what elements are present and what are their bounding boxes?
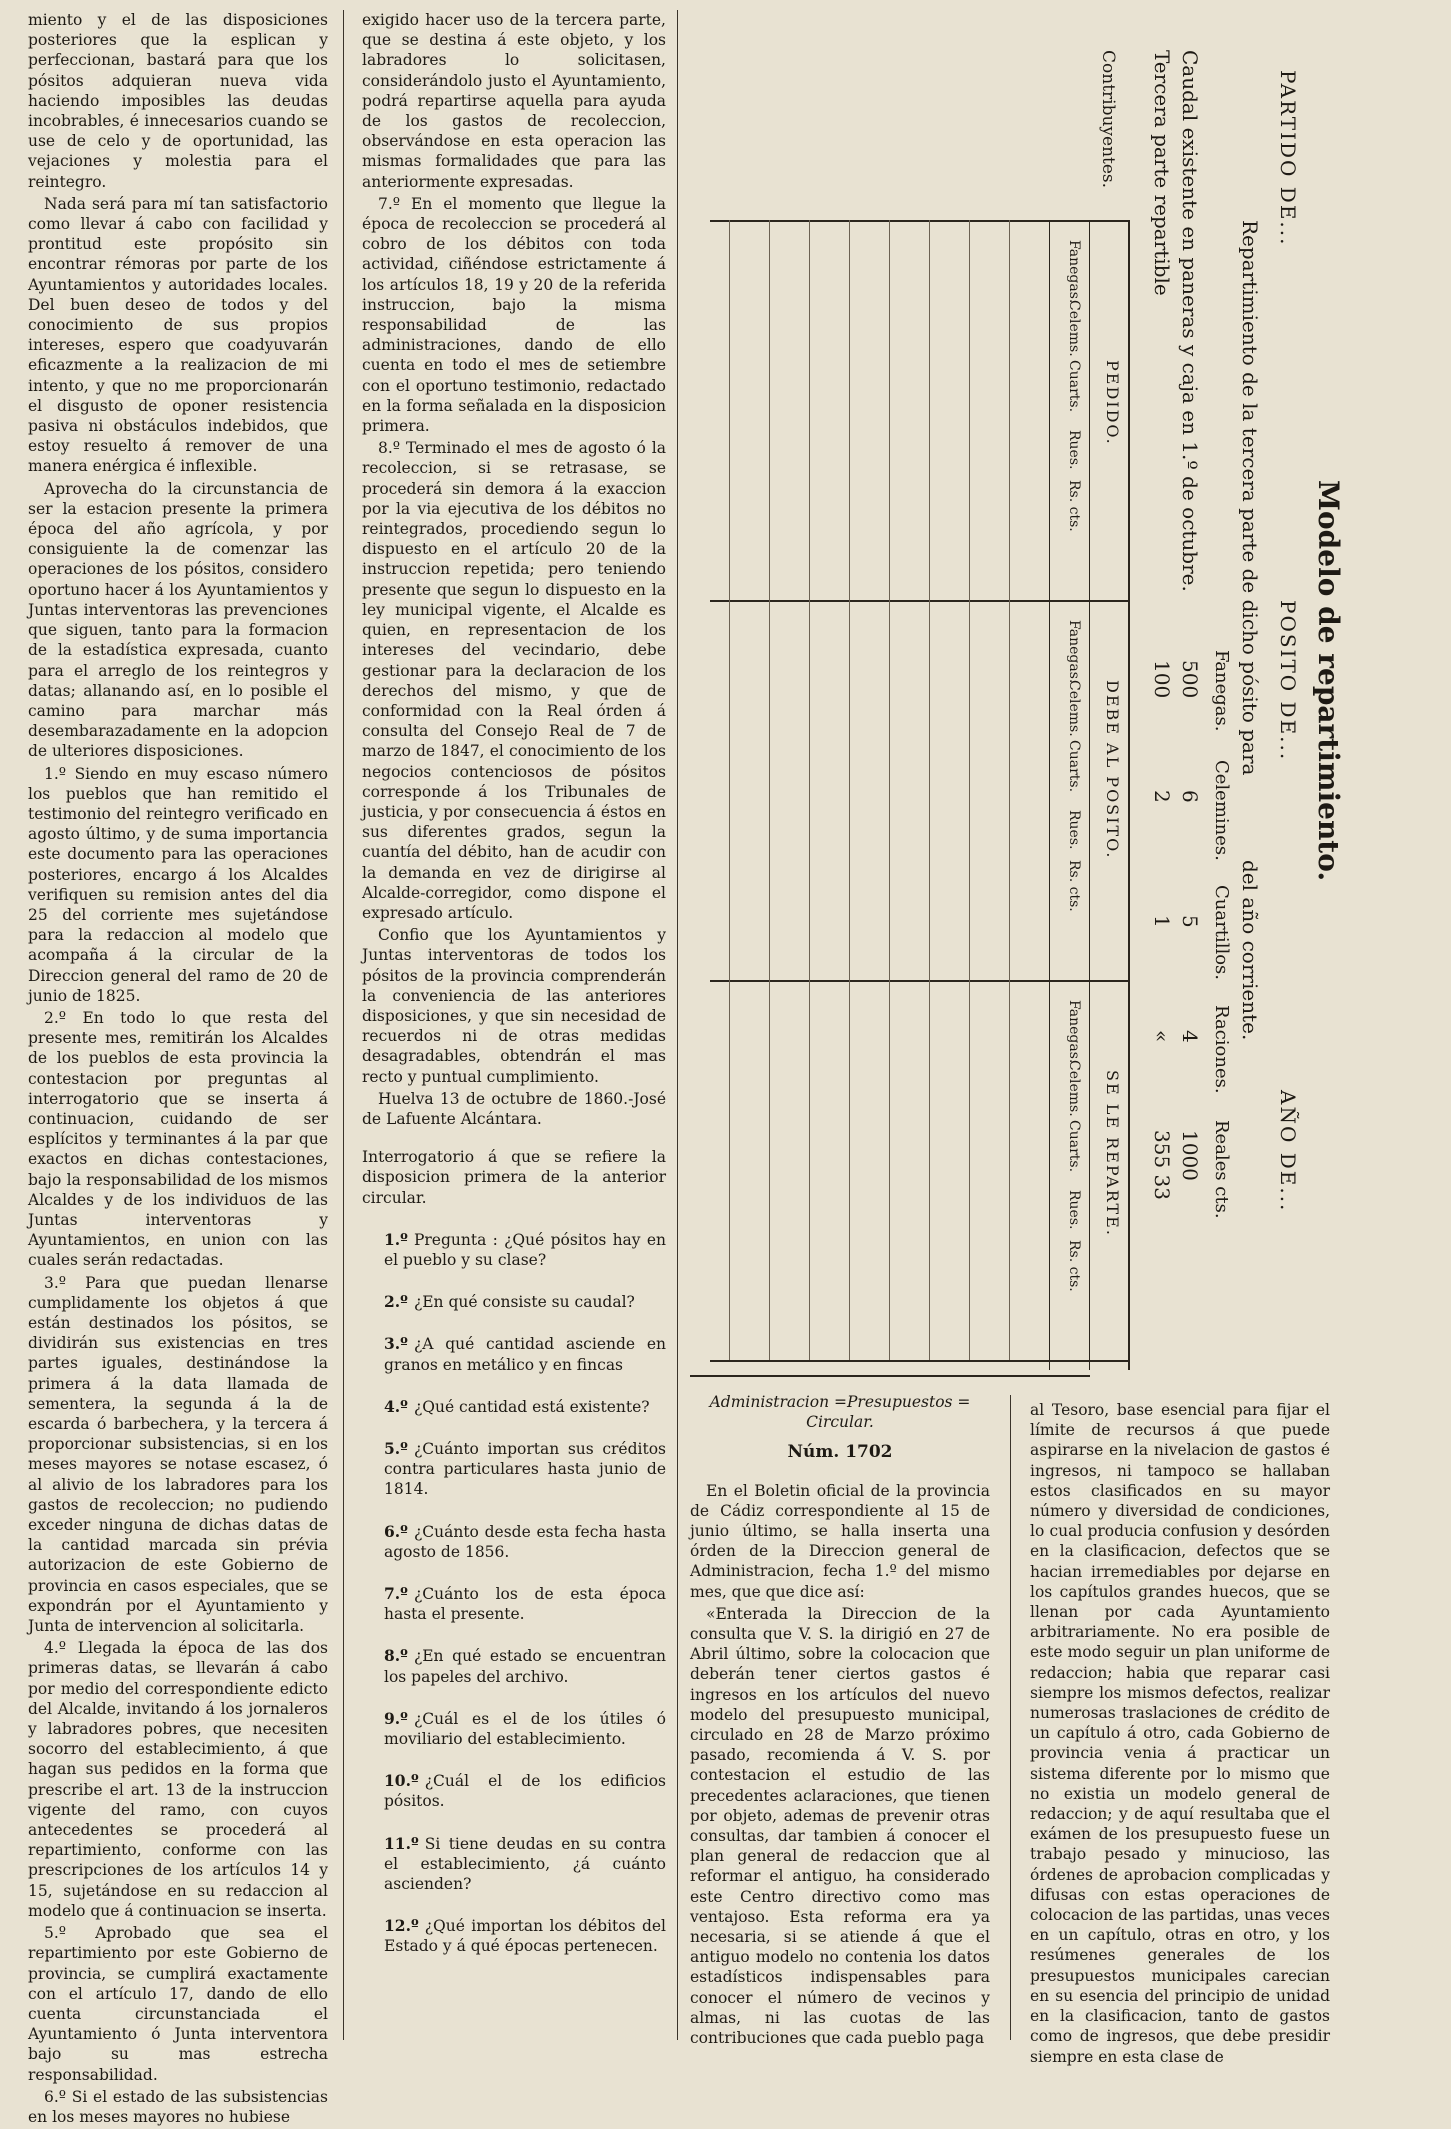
question-item xyxy=(362,1292,666,1312)
column-divider xyxy=(677,10,678,2040)
paragraph: «Enterada la Direccion de la consulta que V. S. la dirigió en 27 de Abril último, sobre la colocacion que deberán tener ciertos gastos é ingresos en los artículos del nuevo modelo del presupuesto municipal, circulado en 28 de Marzo próximo pasado, recomienda á V. S. por contestacion el estudio de las precedentes aclaraciones, que tienen por objeto, ademas de prevenir otras consultas, dar tambien á conocer el plan general de redaccion que al reformar el antiguo, ha considerado este Centro directivo como mas ventajoso. Esta reforma era ya necesaria, si se atiende á que el antiguo modelo no contenia los datos estadísticos indispensables para conocer el número de vecinos y almas, ni las cuotas de las contribuciones que cada pueblo paga xyxy=(690,1604,990,2048)
question-item xyxy=(362,1916,666,1956)
text-column-3 xyxy=(690,1392,990,2050)
group-debe: DEBE AL POSITO. xyxy=(1103,680,1122,860)
sub-col: Celems. xyxy=(1066,1060,1082,1117)
paragraph: 1.º Siendo en muy escaso número los pueblos que han remitido el testimonio del reintegro verificado en agosto último, y de suma importancia este documento para las operaciones posteriores, encargo á los Alcaldes verifiquen su remision antes del dia 25 del corriente mes sujetándose para la redaccion al modelo que acompaña á la circular de la Direccion general del ramo de 20 de junio de 1825. xyxy=(28,764,328,1005)
question-number: 10.º xyxy=(384,1771,419,1791)
interrogatorio-intro: Interrogatorio á que se refiere la disposicion primera de la anterior circular. xyxy=(362,1148,666,1207)
text-column-2 xyxy=(362,10,666,1979)
paragraph: 8.º Terminado el mes de agosto ó la recoleccion, si se retrasase, se procederá sin demora á la exaccion por la via ejecutiva de los débitos no reintegrados, procediendo segun lo dispuesto en el artículo 20 de la instruccion repetida; pero teniendo presente que segun lo dispuesto en la ley municipal vigente, el Alcalde es quien, en representacion de los intereses del vecindario, debe gestionar para la declaracion de los derechos del mismo, y que de conformidad con la Real órden á consulta del Consejo Real de 7 de marzo de 1847, el conocimiento de los negocios contenciosos de pósitos corresponde á los Tribunales de justicia, y por consecuencia á éstos en sus diferentes grados, segun la cuantía del débito, han de acudir con la demanda en vez de dirigirse al Alcalde-corregidor, como dispone el expresado artículo. xyxy=(362,439,666,922)
sub-col: Celems. xyxy=(1066,680,1082,737)
question-number: 4.º xyxy=(384,1396,408,1416)
sub-col: Fanegas. xyxy=(1066,240,1082,304)
question-text: ¿En qué estado se encuentran los papeles del archivo. xyxy=(384,1647,666,1686)
question-item xyxy=(362,1522,666,1562)
question-text: ¿Qué cantidad está existente? xyxy=(413,1397,650,1416)
question-number: 8.º xyxy=(384,1646,408,1666)
question-number: 7.º xyxy=(384,1584,408,1604)
paragraph: 5.º Aprobado que sea el repartimiento por este Gobierno de provincia, se cumplirá exactamente con el artículo 17, dando de ello cuenta circunstanciada el Ayuntamiento ó Junta interventora bajo su mas estrecha responsabilidad. xyxy=(28,1924,328,2084)
row-caudal-cuartillos: 5 xyxy=(1178,915,1202,928)
question-text: ¿Qué importan los débitos del Estado y á qué épocas pertenecen. xyxy=(384,1917,666,1956)
repartimiento-form-area xyxy=(690,40,1350,1370)
signature-line: Huelva 13 de octubre de 1860.-José de Lafuente Alcántara. xyxy=(362,1089,666,1128)
form-grid-line xyxy=(710,600,1130,602)
row-caudal-label: Caudal existente en paneras y caja en 1.º de octubre. xyxy=(1178,50,1202,592)
sub-col: Celems. xyxy=(1066,300,1082,357)
paragraph: Nada será para mí tan satisfactorio como llevar á cabo con facilidad y prontitud este propósito sin encontrar rémoras por parte de los Ayuntamientos y autoridades locales. Del buen deseo de todos y del conocimiento de sus propios intereses, espero que coadyuvarán eficazmente a la realizacion de mi intento, y que no me proporcionarán el disgusto de oponer resistencia pasiva ni obstáculos indebidos, que estoy resuelto á remover de una manera enérgica é inflexible. xyxy=(28,194,328,476)
row-tercera-label: Tercera parte repartible xyxy=(1150,50,1174,296)
header-fanegas: Fanegas. xyxy=(1211,650,1232,732)
text-column-1 xyxy=(28,10,328,2129)
sub-col: Rs. cts. xyxy=(1066,860,1082,912)
question-text: ¿Cuánto los de esta época hasta el presente. xyxy=(384,1585,666,1624)
form-subtitle: Repartimiento de la tercera parte de dicho pósito para xyxy=(1238,220,1262,776)
repartimiento-form xyxy=(690,40,1350,1370)
sub-col: Cuarts. xyxy=(1066,740,1082,793)
question-text: Pregunta : ¿Qué pósitos hay en el pueblo y su clase? xyxy=(384,1230,666,1269)
circular-number: Núm. 1702 xyxy=(787,1442,893,1463)
column-divider xyxy=(343,10,344,2040)
question-item xyxy=(362,1439,666,1500)
row-caudal-reales: 1000 xyxy=(1178,1130,1202,1181)
sub-col: Fanegas. xyxy=(1066,1000,1082,1064)
paragraph: al Tesoro, base esencial para fijar el límite de recursos á que puede aspirarse en la nivelacion de gastos é ingresos, ni tampoco se hallaban estos clasificados en su mayor número y diversidad de condiciones, lo cual producia confusion y desórden en la clasificacion, defectos que se hacian irremediables por dejarse en los capítulos grandes huecos, que se llenan por cada Ayuntamiento arbitrariamente. No era posible de este modo seguir un plan uniforme de redaccion; habia que reparar casi siempre los mismos defectos, realizar numerosas traslaciones de crédito de un capítulo á otro, cada Gobierno de provincia venia á practicar un sistema diferente por lo mismo que no existia un modelo general de redaccion; y de aquí resultaba que el exámen de los presupuesto fuese un trabajo pesado y minucioso, las órdenes de aprobacion complicadas y difusas con estas operaciones de colocacion de las partidas, unas veces en un capítulo, otras en otro, y los resúmenes generales de los presupuestos municipales carecian en su esencia del principio de unidad en la clasificacion, tanto de gastos como de ingresos, que debe presidir siempre en esta clase de xyxy=(1030,1401,1330,2066)
form-row-line xyxy=(809,220,810,1360)
question-number: 1.º xyxy=(384,1229,408,1249)
header-cuartillos: Cuartillos. xyxy=(1211,885,1232,981)
question-item xyxy=(362,1709,666,1749)
form-grid-line xyxy=(710,980,1130,982)
form-title: Modelo de repartimiento. xyxy=(1312,480,1345,882)
row-tercera-reales: 355 33 xyxy=(1150,1130,1174,1200)
column-divider xyxy=(1010,1395,1011,2040)
form-row-line xyxy=(969,220,970,1360)
paragraph: 4.º Llegada la época de las dos primeras datas, se llevarán á cabo por medio del correspondiente edicto del Alcalde, invitando á los jornaleros y labradores pobres, que necesiten socorro del establecimiento, á que hagan sus pedidos en la forma que prescribe el art. 13 de la instruccion vigente del ramo, con cuyos antecedentes se procederá al repartimiento, conforme con las prescripciones de los artículos 14 y 15, sujetándose en su redaccion al modelo que á continuacion se inserta. xyxy=(28,1639,328,1920)
question-text: Si tiene deudas en su contra el establecimiento, ¿á cuánto ascienden? xyxy=(384,1834,666,1894)
paragraph: 6.º Si el estado de las subsistencias en los meses mayores no hubiese xyxy=(28,2087,328,2126)
form-row-line xyxy=(769,220,770,1360)
paragraph: exigido hacer uso de la tercera parte, que se destina á este objeto, y los labradores lo solicitasen, considerándolo justo el Ayuntamiento, podrá repartirse aquella para ayuda de los gastos de recoleccion, observándose en esta operacion las mismas formalidades que para las anteriormente expresadas. xyxy=(362,11,666,191)
form-row-line xyxy=(729,220,730,1360)
question-text: ¿Cuál el de los edificios pósitos. xyxy=(384,1772,666,1811)
question-number: 12.º xyxy=(384,1916,419,1936)
row-caudal-fanegas: 500 xyxy=(1178,660,1202,699)
row-tercera-raciones: « xyxy=(1150,1030,1174,1043)
group-reparte: SE LE REPARTE. xyxy=(1103,1070,1122,1237)
paragraph: En el Boletin oficial de la provincia de Cádiz correspondiente al 15 de junio último, se halla inserta una órden de la Direccion general de Administracion, fecha 1.º del mismo mes, que que dice así: xyxy=(690,1481,990,1601)
question-item xyxy=(362,1397,666,1417)
form-subtitle-end: del año corriente. xyxy=(1238,860,1262,1041)
question-number: 9.º xyxy=(384,1708,408,1728)
row-caudal-celemines: 6 xyxy=(1178,790,1202,803)
contribuyentes-header: Contribuyentes. xyxy=(1098,50,1118,189)
paragraph: 7.º En el momento que llegue la época de recoleccion se procederá al cobro de los débitos con toda actividad, ciñéndose estrictamente á los artículos 18, 19 y 20 de la referida instruccion, bajo la misma responsabilidad de las administraciones, dando de ello cuenta en todo el mes de setiembre con el oportuno testimonio, redactado en la forma señalada en la disposicion primera. xyxy=(362,194,666,436)
question-text: ¿En qué consiste su caudal? xyxy=(413,1293,635,1312)
sub-col: Cuarts. xyxy=(1066,1120,1082,1173)
paragraph: miento y el de las disposiciones posteriores que la esplican y perfeccionan, bastará para que los pósitos adquieran nueva vida haciendo imposibles las deudas incobrables, é innecesarios cuando se use de celo y de oportunidad, las vejaciones y molestia para el reintegro. xyxy=(28,11,328,191)
form-grid-line xyxy=(710,1360,1130,1362)
form-row-line xyxy=(1009,220,1010,1360)
paragraph: Aprovecha do la circunstancia de ser la estacion presente la primera época del año agrícola, y por consiguiente la de comenzar las operaciones de los pósitos, considero oportuno hacer á los Ayuntamientos y Juntas interventoras las prevenciones que siguen, tanto para la formacion de la estadística expresada, cuanto para el arreglo de los reintegros y datas; allanando así, en lo posible el camino para marchar más desembarazadamente en la adopcion de ulteriores disposiciones. xyxy=(28,479,328,761)
question-text: ¿A qué cantidad asciende en granos en metálico y en fincas xyxy=(384,1335,666,1374)
sub-col: Cuarts. xyxy=(1066,360,1082,413)
form-row-line xyxy=(889,220,890,1360)
row-tercera-fanegas: 100 xyxy=(1150,660,1174,699)
paragraph: 3.º Para que puedan llenarse cumplidamente los objetos á que están destinados los pósitos, se dividirán sus existencias en tres partes iguales, destinándose la primera á la data llamada de sementera, la segunda á la de escarda ó barbechera, y la tercera á proporcionar subsistencias, si en los meses mayores se notase escasez, ó al alivio de los labradores para los gastos de recoleccion; no pudiendo exceder ninguna de dichas datas de la cantidad marcada sin prévia autorizacion de este Gobierno de provincia en casos especiales, que se expondrán por el Ayuntamiento y Junta de intervencion al solicitarla. xyxy=(28,1273,328,1636)
form-row-line xyxy=(929,220,930,1360)
header-raciones: Raciones. xyxy=(1211,1005,1232,1094)
question-number: 5.º xyxy=(384,1439,408,1458)
question-number: 3.º xyxy=(384,1334,408,1354)
question-number: 6.º xyxy=(384,1521,408,1541)
sub-col: Rs. cts. xyxy=(1066,480,1082,532)
paragraph: 2.º En todo lo que resta del presente mes, remitirán los Alcaldes de los pueblos de esta provincia la contestacion por preguntas al interrogatorio que se inserta á continuacion, cuidando de ser esplícitos y terminantes á la par que exactos en dichas contestaciones, bajo la responsabilidad de los mismos Alcaldes y de los individuos de las Juntas interventoras y Ayuntamientos, en union con las cuales serán redactadas. xyxy=(28,1008,328,1270)
question-item xyxy=(362,1230,666,1270)
anio-label: AÑO DE... xyxy=(1276,1090,1300,1213)
form-grid-line xyxy=(710,220,1130,222)
paragraph: Confio que los Ayuntamientos y Juntas interventoras de todos los pósitos de la provincia comprenderán la conveniencia de las anteriores disposiciones, y que sin necesidad de recuerdos ni de otras medidas desagradables, obtendrán el mas recto y puntual cumplimiento. xyxy=(362,926,666,1086)
sub-col: Rues. xyxy=(1066,810,1082,850)
text-column-4 xyxy=(1030,1400,1330,2067)
question-item xyxy=(362,1646,666,1686)
questions-list xyxy=(362,1230,666,1957)
sub-col: Rues. xyxy=(1066,1190,1082,1230)
question-number: 2.º xyxy=(384,1292,408,1312)
question-text: ¿Cuánto desde esta fecha hasta agosto de 1856. xyxy=(384,1522,666,1561)
posito-label: POSITO DE... xyxy=(1276,600,1300,762)
sub-col: Rs. cts. xyxy=(1066,1240,1082,1292)
sub-col: Rues. xyxy=(1066,430,1082,470)
row-tercera-cuartillos: 1 xyxy=(1150,915,1174,928)
row-tercera-celemines: 2 xyxy=(1150,790,1174,803)
question-number: 11.º xyxy=(384,1833,419,1853)
row-caudal-raciones: 4 xyxy=(1178,1030,1202,1043)
form-rule xyxy=(1049,220,1050,1370)
group-pedido: PEDIDO. xyxy=(1103,360,1122,446)
section-header: Administracion =Presupuestos = Circular. xyxy=(709,1393,971,1432)
form-bottom-rule xyxy=(690,1375,1090,1377)
question-text: ¿Cuánto importan sus créditos contra particulares hasta junio de 1814. xyxy=(384,1440,666,1499)
question-item xyxy=(362,1771,666,1811)
partido-label: PARTIDO DE... xyxy=(1276,70,1300,247)
form-row-line xyxy=(849,220,850,1360)
form-rule xyxy=(1128,220,1130,1370)
question-item xyxy=(362,1584,666,1624)
question-item xyxy=(362,1334,666,1374)
question-text: ¿Cuál es el de los útiles ó moviliario del establecimiento. xyxy=(384,1709,666,1749)
form-rule xyxy=(1089,220,1090,1370)
header-celemines: Celemines. xyxy=(1211,760,1232,861)
header-reales: Reales cts. xyxy=(1211,1120,1232,1219)
sub-col: Fanegas. xyxy=(1066,620,1082,684)
question-item xyxy=(362,1834,666,1895)
